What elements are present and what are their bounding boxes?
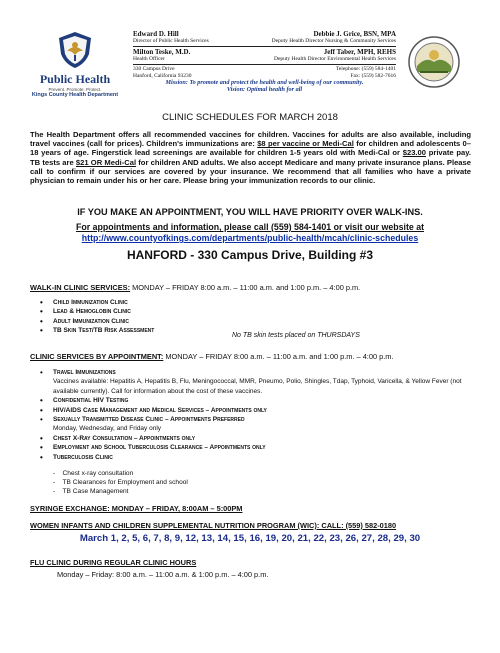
list-item: - TB Clearances for Employment and school bbox=[53, 478, 188, 486]
page-title: CLINIC SCHEDULES FOR MARCH 2018 bbox=[162, 112, 338, 123]
intro-paragraph: The Health Department offers all recommended vaccines for children. Vaccines for adults are also available, including travel vaccines (call for prices). Children's immunizations are: $8 per vaccine or Medi-Cal for children and adolescents 0–18 years of age. Fingerstick lead screenings are available for children 1-5 years old with Medi-Cal or $23.00 private pay. TB tests are $21 OR Medi-Cal for children AND adults. We also accept Medicare and many private insurance plans. Please call to confirm if our services are covered by your insurance. We recommend that all families who have a private physician to remain under his or her care. Please bring your immunization records to our clinic. bbox=[30, 130, 471, 186]
list-item: • Employment and School Tuberculosis Clearance – Appointments only bbox=[40, 443, 470, 452]
list-item: - Chest x-ray consultation bbox=[53, 470, 134, 477]
vision-statement: Vision: Optimal health for all bbox=[226, 86, 303, 93]
appointment-list bbox=[40, 368, 470, 462]
divider bbox=[133, 46, 396, 47]
list-item: • HIV/AIDS Case Management and Medical Services – Appointments only bbox=[40, 406, 470, 415]
walkin-list bbox=[40, 298, 154, 336]
staff-name: Debbie J. Grice, BSN, MPA bbox=[313, 30, 396, 38]
list-item: • Confidential HIV Testing bbox=[40, 396, 470, 405]
staff-name: Edward D. Hill bbox=[133, 30, 179, 38]
clinic-location: HANFORD - 330 Campus Drive, Building #3 bbox=[126, 248, 374, 262]
list-item: - TB Case Management bbox=[53, 487, 129, 495]
list-item: • Adult Immunization Clinic bbox=[40, 317, 154, 326]
phone: Telephone: (559) 584-1401 bbox=[335, 66, 396, 72]
list-item: • Chest X-Ray Consultation – Appointments only bbox=[40, 434, 470, 443]
mission-statement: Mission: To promote and protect the health and well-being of our community. bbox=[165, 79, 364, 86]
county-seal-icon bbox=[408, 36, 460, 88]
staff-title: Deputy Health Director Nursing & Community Services bbox=[271, 38, 396, 44]
public-health-shield-icon bbox=[55, 30, 95, 70]
public-health-logo bbox=[30, 30, 120, 98]
list-item: • TB Skin Test/TB Risk Assessment bbox=[40, 326, 154, 335]
wic-program: WOMEN INFANTS AND CHILDREN SUPPLEMENTAL NUTRITION PROGRAM (WIC): CALL: (559) 582-0180 bbox=[30, 521, 397, 530]
staff-name: Jeff Taber, MPH, REHS bbox=[323, 48, 396, 56]
staff-title: Health Officer bbox=[133, 56, 165, 62]
address-line: Hanford, California 93230 bbox=[133, 72, 192, 79]
org-dept: Kings County Health Department bbox=[31, 92, 119, 98]
contact-line: For appointments and information, please call (559) 584-1401 or visit our website at bbox=[75, 222, 425, 232]
list-item: • Tuberculosis Clinic bbox=[40, 453, 470, 462]
march-dates: March 1, 2, 5, 6, 7, 8, 9, 12, 13, 14, 15, 16, 19, 20, 21, 22, 23, 26, 27, 28, 29, 30 bbox=[79, 533, 421, 544]
tb-sublist bbox=[53, 470, 188, 496]
flu-hours: Monday – Friday: 8:00 a.m. – 11:00 a.m. & 1:00 p.m. – 4:00 p.m. bbox=[57, 570, 269, 579]
fax: Fax: (559) 582-7616 bbox=[350, 72, 396, 79]
address-line: 330 Campus Drive bbox=[133, 66, 175, 72]
list-item: • Child Immunization Clinic bbox=[40, 298, 154, 307]
org-name: Public Health bbox=[39, 72, 111, 86]
staff-title: Deputy Health Director Environmental Health Services bbox=[273, 56, 396, 62]
syringe-exchange: SYRINGE EXCHANGE: MONDAY – FRIDAY, 8:00AM – 5:00PM bbox=[30, 504, 243, 513]
tb-note: No TB skin tests placed on THURSDAYS bbox=[232, 332, 360, 339]
walkin-heading: WALK-IN CLINIC SERVICES: MONDAY – FRIDAY 8:00 a.m. – 11:00 a.m. and 1:00 p.m. – 4:00 p.m. bbox=[30, 283, 361, 292]
letterhead-staff bbox=[133, 30, 396, 93]
list-item: • Travel Immunizations Vaccines available: Hepatitis A, Hepatitis B, Flu, Meningococcal, MMR, Pneumo, Polio, Shingles, Tdap, Typhoid, Varicella, & Yellow Fever (not available currently). Call for information about the cost of these vaccines. bbox=[40, 368, 470, 396]
website-link[interactable]: http://www.countyofkings.com/departments/public-health/mcah/clinic-schedules bbox=[81, 233, 419, 243]
divider bbox=[133, 64, 396, 65]
flu-heading: FLU CLINIC DURING REGULAR CLINIC HOURS bbox=[30, 558, 197, 567]
appointment-heading: CLINIC SERVICES BY APPOINTMENT: MONDAY – FRIDAY 8:00 a.m. – 11:00 a.m. and 1:00 p.m. – 4:00 p.m. bbox=[30, 352, 394, 361]
staff-title: Director of Public Health Services bbox=[133, 38, 209, 44]
list-item: • Lead & Hemoglobin Clinic bbox=[40, 307, 154, 316]
list-item: • Sexually Transmitted Disease Clinic – Appointments Preferred Monday, Wednesday, and Friday only bbox=[40, 415, 470, 434]
appointment-priority-note: IF YOU MAKE AN APPOINTMENT, YOU WILL HAVE PRIORITY OVER WALK-INS. bbox=[77, 207, 423, 217]
org-tagline: Prevent. Promote. Protect. bbox=[48, 87, 102, 92]
staff-name: Milton Teske, M.D. bbox=[133, 48, 191, 56]
